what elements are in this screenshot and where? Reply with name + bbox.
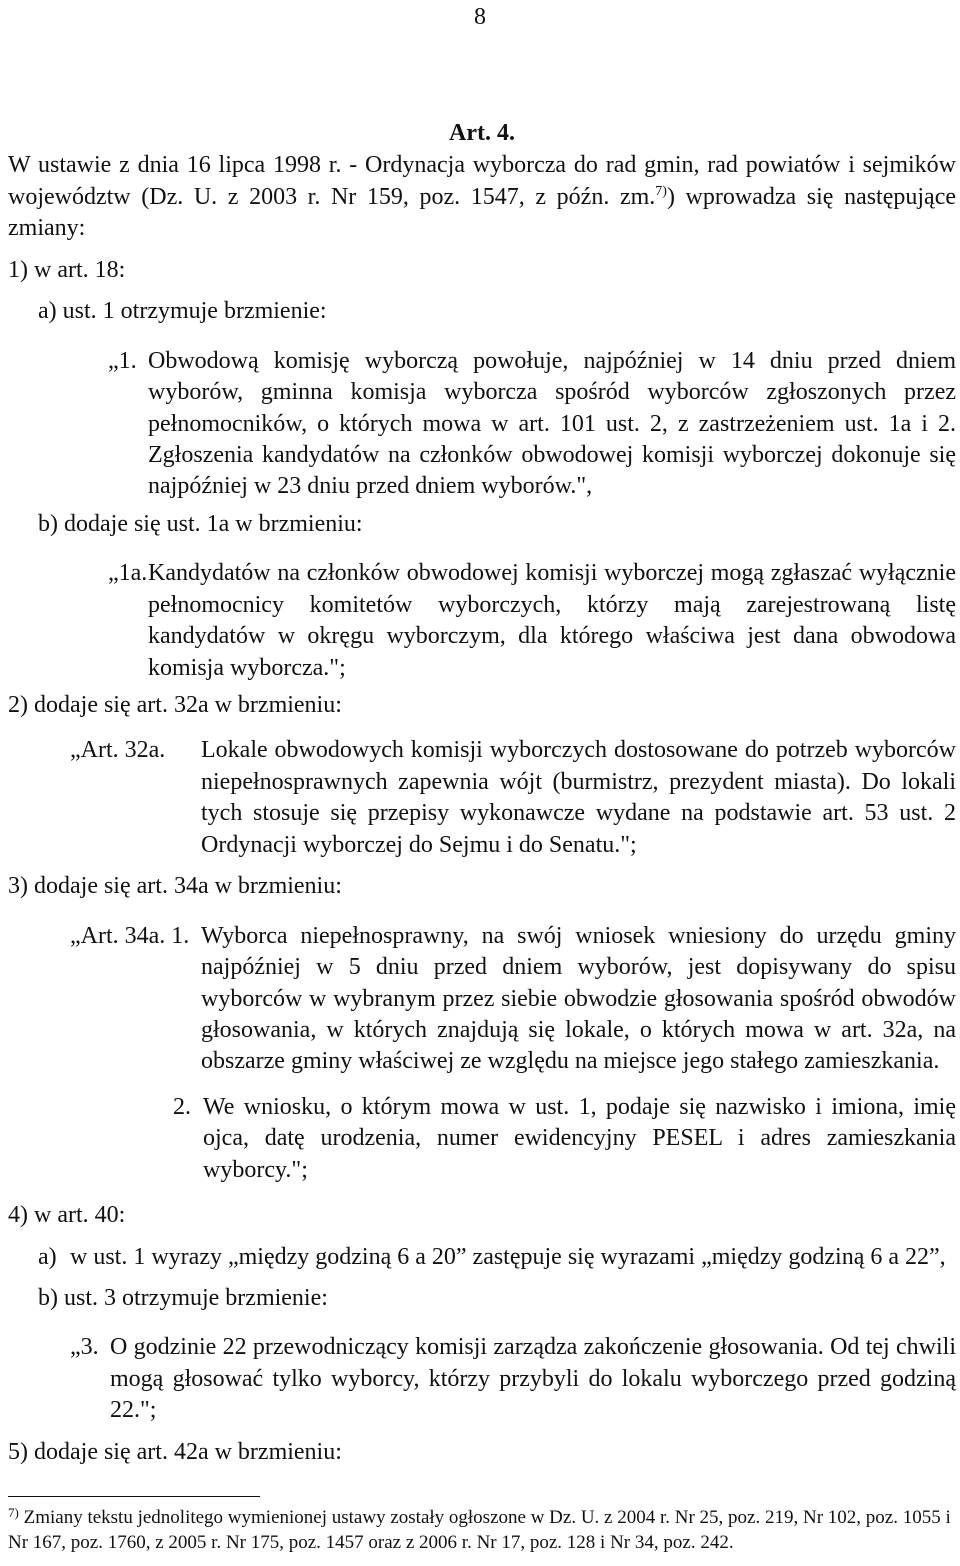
quote-art-34a-text: Wyborca niepełnosprawny, na swój wniosek wniesiony do urzędu gminy najpóźniej w 5 dniu przed dniem wyborów, jest dopisywany do spisu wyborców w wybranym przez siebie obwodzie głosowania spośród obwodów głosowania, w których znajdują się lokale, o których mowa w art. 32a, na obszarze gminy właściwej ze względu na miejsce jego stałego zamieszkania.	[201, 922, 956, 1075]
quote-ust-3-mark: „3.	[70, 1334, 99, 1361]
quote-art-34a-ust-2-mark: 2.	[173, 1093, 191, 1120]
item-4a-mark: a)	[38, 1243, 57, 1270]
item-1: 1) w art. 18:	[8, 256, 126, 283]
footnote-text: Zmiany tekstu jednolitego wymienionej ustawy zostały ogłoszone w Dz. U. z 2004 r. Nr 25, poz. 219, Nr 102, poz. 1055 i Nr 167, poz. 1760, z 2005 r. Nr 175, poz. 1457 oraz z 2006 r. Nr 17, poz. 128 i Nr 34, poz. 242.	[8, 1507, 951, 1553]
item-3: 3) dodaje się art. 34a w brzmieniu:	[8, 873, 342, 900]
footnote	[8, 1505, 953, 1555]
item-5: 5) dodaje się art. 42a w brzmieniu:	[8, 1438, 342, 1465]
quote-art-34a-ust-2-text: We wniosku, o którym mowa w ust. 1, podaje się nazwisko i imiona, imię ojca, datę urodzenia, numer ewidencyjny PESEL i adres zamieszkania wyborcy.";	[203, 1093, 956, 1183]
article-title: Art. 4.	[449, 120, 515, 146]
quote-ust-1-text: Obwodową komisję wyborczą powołuje, najpóźniej w 14 dniu przed dniem wyborów, gminna komisja wyborcza spośród wyborców zgłoszonych przez pełnomocników, o których mowa w art. 101 ust. 2, z zastrzeżeniem ust. 1a i 2. Zgłoszenia kandydatów na członków obwodowej komisji wyborczej dokonuje się najpóźniej w 23 dniu przed dniem wyborów.",	[148, 347, 956, 500]
intro-text: W ustawie z dnia 16 lipca 1998 r. - Ordynacja wyborcza do rad gmin, rad powiatów i sejmików województw (Dz. U. z 2003 r. Nr 159, poz. 1547, z późn. zm.	[8, 152, 956, 210]
quote-art-32a-mark: „Art. 32a.	[70, 737, 166, 764]
quote-art-34a-mark: „Art. 34a. 1.	[70, 922, 190, 949]
quote-ust-3	[70, 1332, 956, 1426]
footnote-ref: 7)	[655, 183, 667, 199]
footnote-separator	[8, 1496, 260, 1497]
item-4a	[38, 1242, 956, 1273]
quote-ust-3-text: O godzinie 22 przewodniczący komisji zarządza zakończenie głosowania. Od tej chwili mogą głosować tylko wyborcy, którzy przybyli do lokalu wyborczego przed godziną 22.";	[110, 1334, 956, 1424]
footnote-number: 7)	[8, 1505, 19, 1520]
quote-ust-1a-text: Kandydatów na członków obwodowej komisji wyborczej mogą zgłaszać wyłącznie pełnomocnicy komitetów wyborczych, którzy mają zarejestrowaną listę kandydatów w okręgu wyborczym, dla którego właściwa jest dana obwodowa komisja wyborcza.";	[148, 560, 956, 681]
quote-art-32a	[70, 735, 956, 861]
item-4a-text: w ust. 1 wyrazy „między godziną 6 a 20” zastępuje się wyrazami „między godziną 6 a 22”,	[70, 1243, 946, 1270]
quote-ust-1a	[108, 558, 956, 684]
quote-art-32a-text: Lokale obwodowych komisji wyborczych dostosowane do potrzeb wyborców niepełnosprawnych zapewnia wójt (burmistrz, prezydent miasta). Do lokali tych stosuje się przepisy wykonawcze wydane na podstawie art. 53 ust. 2 Ordynacji wyborczej do Sejmu i do Senatu.";	[201, 737, 956, 858]
page-content	[8, 118, 956, 1468]
quote-ust-1-mark: „1.	[108, 347, 137, 374]
intro-text-end: ) wprowadza się następujące zmiany:	[8, 183, 957, 242]
item-2: 2) dodaje się art. 32a w brzmieniu:	[8, 692, 342, 718]
item-1b: b) dodaje się ust. 1a w brzmieniu:	[38, 510, 363, 537]
quote-ust-1	[108, 346, 956, 503]
item-4: 4) w art. 40:	[8, 1202, 126, 1229]
item-1a: a) ust. 1 otrzymuje brzmienie:	[38, 298, 327, 325]
quote-art-34a-ust-2	[173, 1092, 956, 1186]
intro-paragraph	[8, 150, 956, 244]
quote-art-34a	[70, 921, 956, 1078]
page-number: 8	[474, 4, 486, 30]
quote-ust-1a-mark: „1a.	[108, 560, 148, 587]
item-4b: b) ust. 3 otrzymuje brzmienie:	[38, 1285, 328, 1311]
